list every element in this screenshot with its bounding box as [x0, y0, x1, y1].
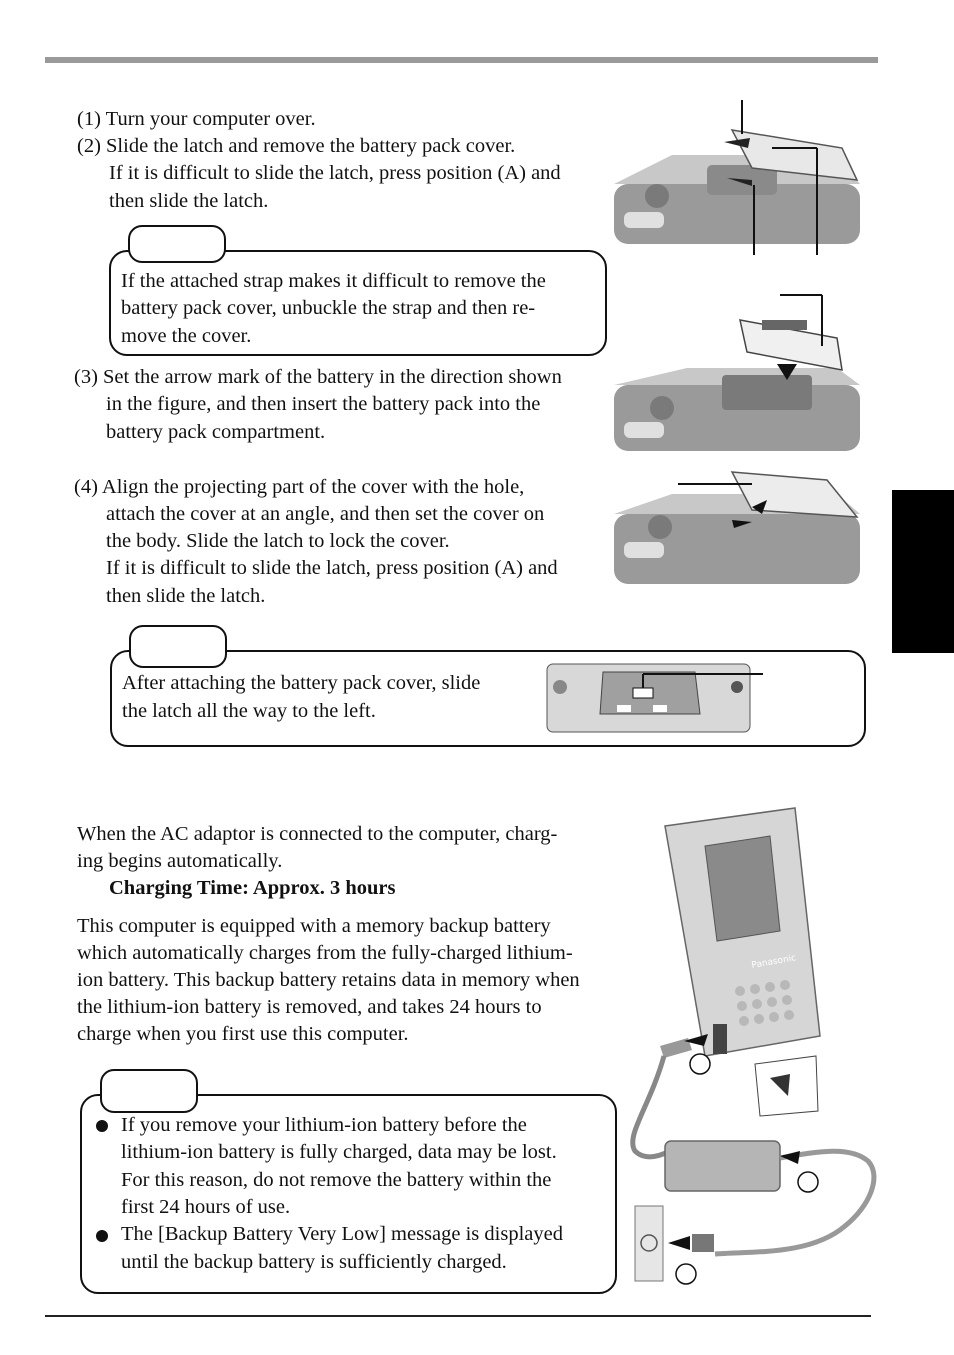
charging-para-1-line-2: ing begins automatically.	[77, 850, 283, 872]
step-4-line-2: attach the cover at an angle, and then set the cover on	[106, 503, 545, 525]
step-2-line-2: If it is difficult to slide the latch, press position (A) and	[109, 162, 561, 184]
caution-1-line-2: lithium-ion battery is fully charged, data may be lost.	[121, 1141, 557, 1163]
bullet	[96, 1230, 108, 1242]
step-2-line-3: then slide the latch.	[109, 190, 269, 212]
caution-1-line-1: If you remove your lithium-ion battery before the	[121, 1114, 527, 1136]
backup-para-line-5: charge when you first use this computer.	[77, 1023, 409, 1045]
backup-para-line-1: This computer is equipped with a memory backup battery	[77, 915, 551, 937]
caution-1-line-3: For this reason, do not remove the battery within the	[121, 1169, 552, 1191]
footer-rule	[45, 1315, 871, 1317]
step-4-line-3: the body. Slide the latch to lock the cover.	[106, 530, 450, 552]
bullet	[96, 1120, 108, 1132]
note-latch-line-2: the latch all the way to the left.	[122, 700, 376, 722]
caution-2-line-2: until the backup battery is sufficiently charged.	[121, 1251, 507, 1273]
note-label-tab-3	[100, 1069, 198, 1113]
backup-para-line-2: which automatically charges from the fully-charged lithium-	[77, 942, 573, 964]
caution-2-line-1: The [Backup Battery Very Low] message is displayed	[121, 1223, 563, 1245]
attach-cover-illustration	[612, 462, 867, 587]
step-2: (2) Slide the latch and remove the battery pack cover.	[77, 135, 516, 157]
backup-para-line-4: the lithium-ion battery is removed, and takes 24 hours to	[77, 996, 542, 1018]
note-label-tab	[128, 225, 226, 263]
charging-para-1-line-1: When the AC adaptor is connected to the computer, charg-	[77, 823, 558, 845]
note-label-tab-2	[129, 625, 227, 668]
step-3: (3) Set the arrow mark of the battery in the direction shown	[74, 366, 562, 388]
charging-time: Charging Time: Approx. 3 hours	[109, 877, 396, 899]
step-4: (4) Align the projecting part of the cover with the hole,	[74, 476, 525, 498]
step-3-line-3: battery pack compartment.	[106, 421, 326, 443]
step-1: (1) Turn your computer over.	[77, 108, 316, 130]
note-strap-line-3: move the cover.	[121, 325, 252, 347]
header-rule	[45, 57, 878, 63]
note-latch-line-1: After attaching the battery pack cover, slide	[122, 672, 481, 694]
brand-label: Panasonic	[750, 953, 797, 971]
latch-closeup-illustration	[545, 662, 770, 734]
backup-para-line-3: ion battery. This backup battery retains data in memory when	[77, 969, 580, 991]
step-4-line-4: If it is difficult to slide the latch, press position (A) and	[106, 557, 558, 579]
remove-cover-illustration	[612, 100, 867, 260]
caution-1-line-4: first 24 hours of use.	[121, 1196, 291, 1218]
charging-illustration	[620, 806, 885, 1296]
note-strap-line-2: battery pack cover, unbuckle the strap and then re-	[121, 297, 536, 319]
section-side-tab	[892, 490, 954, 653]
step-3-line-2: in the figure, and then insert the battery pack into the	[106, 393, 541, 415]
insert-battery-illustration	[612, 290, 867, 455]
step-4-line-5: then slide the latch.	[106, 585, 266, 607]
note-strap-line-1: If the attached strap makes it difficult to remove the	[121, 270, 546, 292]
